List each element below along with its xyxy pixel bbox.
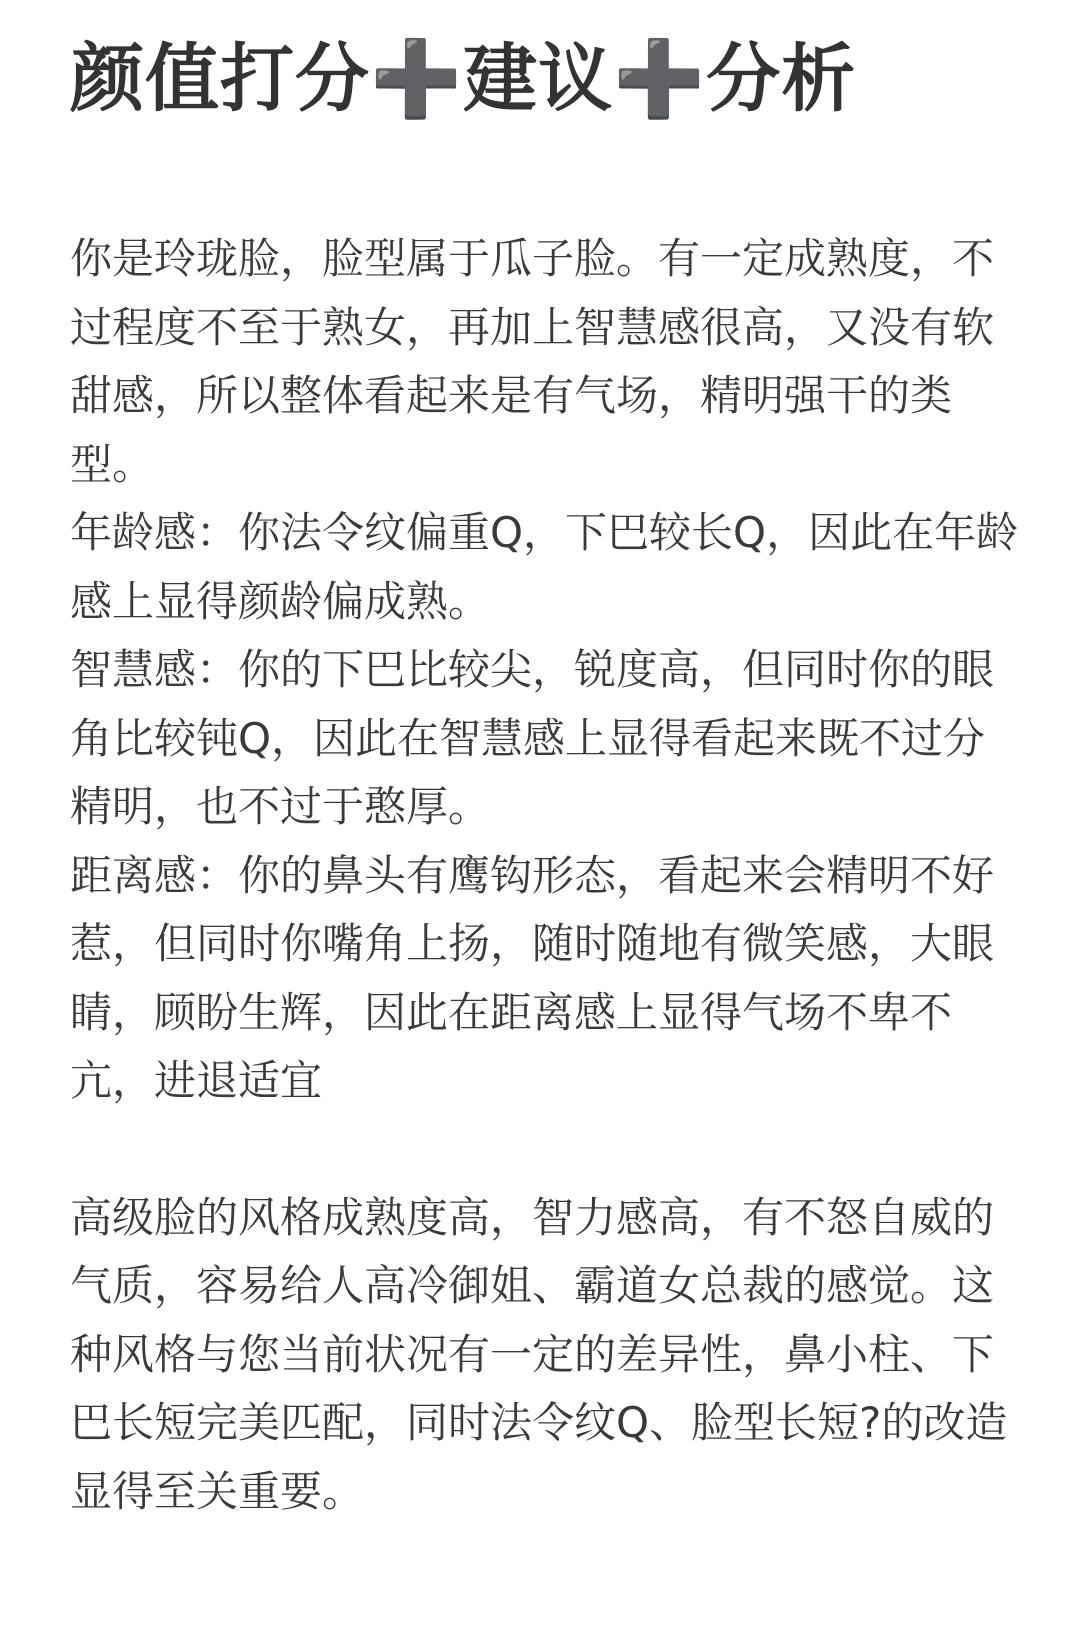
page-title: 颜值打分➕建议➕分析	[70, 36, 857, 122]
intro-paragraph: 你是玲珑脸，脸型属于瓜子脸。有一定成熟度，不过程度不至于熟女，再加上智慧感很高，又没有软甜感，所以整体看起来是有气场，精明强干的类型。	[70, 234, 995, 489]
wisdom-paragraph: 智慧感：你的下巴比较尖，锐度高，但同时你的眼角比较钝Q，因此在智慧感上显得看起来既不过分精明，也不过于憨厚。	[70, 645, 995, 831]
summary-paragraph: 高级脸的风格成熟度高，智力感高，有不怒自威的气质，容易给人高冷御姐、霸道女总裁的感觉。这种风格与您当前状况有一定的差异性，鼻小柱、下巴长短完美匹配，同时法令纹Q、脸型长短?的改造显得至关重要。	[70, 1192, 1008, 1516]
post-content	[70, 24, 1020, 1526]
distance-paragraph: 距离感：你的鼻头有鹰钩形态，看起来会精明不好惹，但同时你嘴角上扬，随时随地有微笑感，大眼睛，顾盼生辉，因此在距离感上显得气场不卑不亢，进退适宜	[70, 850, 995, 1105]
analysis-section	[70, 225, 1020, 1116]
summary-section	[70, 1184, 1020, 1527]
age-paragraph: 年龄感：你法令纹偏重Q，下巴较长Q，因此在年龄感上显得颜龄偏成熟。	[70, 508, 1019, 626]
